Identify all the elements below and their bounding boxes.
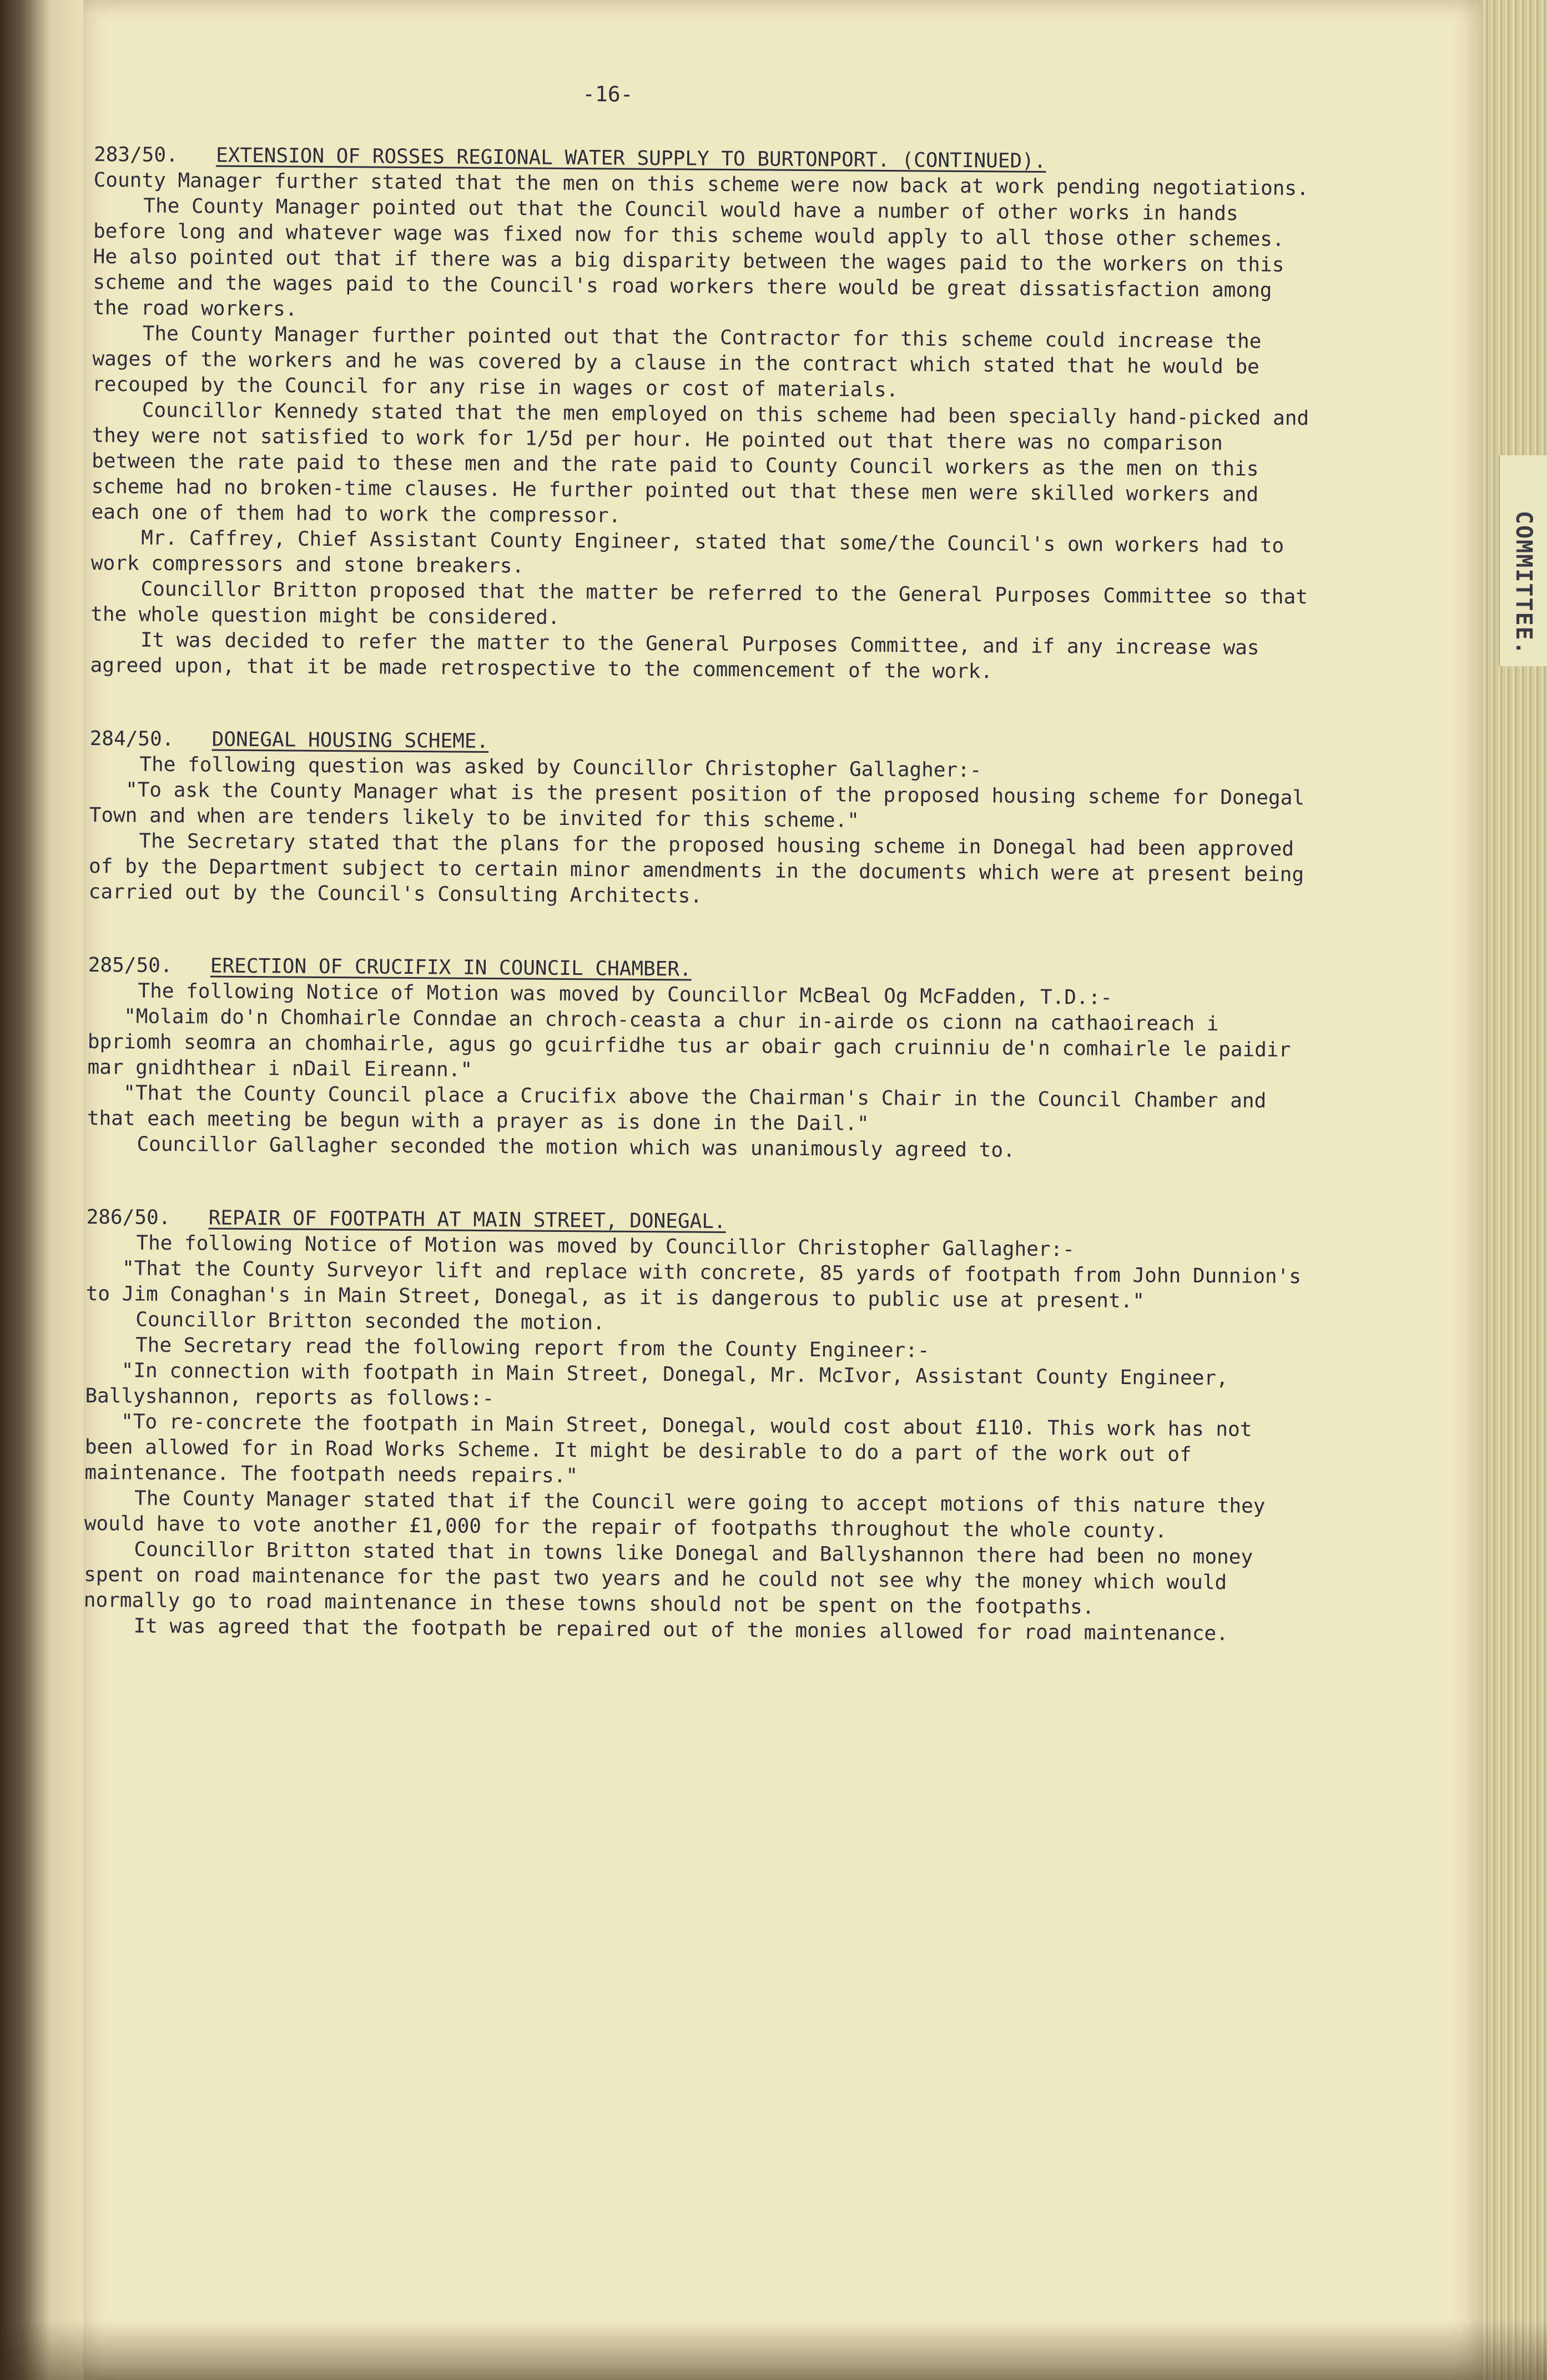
paragraph: The following Notice of Motion was moved by Councillor Christopher Gallagher:-	[136, 1231, 1075, 1261]
divider-tab-label: COMMITTEE.	[1511, 511, 1536, 656]
minute-title: DONEGAL HOUSING SCHEME.	[211, 728, 489, 753]
minute-ref: 283/50.	[93, 143, 178, 167]
paragraph: The County Manager pointed out that the Council would have a number of other works in hands before long and whatever wage was fixed now for this scheme would apply to all those other schemes. He also pointed out that if there was a big disparity between the wages paid to the workers on this scheme and the wages paid to the Council's road workers there would be great dissatisfaction among the road workers.	[92, 194, 1284, 321]
page-bottom-shadow	[0, 2321, 1547, 2380]
facing-page-bleed	[0, 144, 33, 2254]
minute-title: EXTENSION OF ROSSES REGIONAL WATER SUPPLY TO BURTONPORT. (CONTINUED).	[215, 144, 1046, 173]
paragraph: The Secretary stated that the plans for the proposed housing scheme in Donegal had been approved of by the Department subject to certain minor amendments in the documents which were at present being carried out by the Council's Consulting Architects.	[88, 829, 1304, 908]
paragraph: The County Manager further pointed out that the Contractor for this scheme could increase the wages of the workers and he was covered by a clause in the contract which stated that he would be recouped by the Council for any rise in wages or cost of materials.	[92, 322, 1262, 402]
paragraph: Mr. Caffrey, Chief Assistant County Engineer, stated that some/the Council's own workers had to work compressors and stone breakers.	[90, 526, 1284, 578]
paragraph: "That the County Surveyor lift and replace with concrete, 85 yards of footpath from John Dunnion's to Jim Conaghan's in Main Street, Donegal, as it is dangerous to public use at present."	[85, 1257, 1302, 1313]
paragraph: The following Notice of Motion was moved by Councillor McBeal Og McFadden, T.D.:-	[138, 979, 1113, 1009]
minute-ref: 284/50.	[89, 727, 174, 751]
paragraph: County Manager further stated that the men on this scheme were now back at work pending negotiations.	[93, 168, 1309, 200]
paragraph: It was decided to refer the matter to the General Purposes Committee, and if any increase was agreed upon, that it be made retrospective to the commencement of the work.	[90, 628, 1259, 683]
paragraph: Councillor Britton seconded the motion.	[135, 1308, 605, 1335]
paragraph: The County Manager stated that if the Council were going to accept motions of this nature they would have to vote another £1,000 for the repair of footpaths throughout the whole county.	[84, 1487, 1266, 1543]
paragraph: Councillor Britton stated that in towns like Donegal and Ballyshannon there had been no money spent on road maintenance for the past two years and he could not see why the money which would normally go to road maintenance in these towns should not be spent on the footpaths.	[83, 1538, 1253, 1619]
minute-283	[90, 142, 1315, 687]
paragraph: Councillor Britton proposed that the matter be referred to the General Purposes Committee so that the whole question might be considered.	[90, 577, 1308, 629]
paragraph: "That the County Council place a Crucifix above the Chairman's Chair in the Council Chamber and that each meeting be begun with a prayer as is done in the Dail."	[87, 1081, 1267, 1135]
paragraph: "To ask the County Manager what is the present position of the proposed housing scheme for Donegal Town and when are tenders likely to be invited for this scheme."	[89, 778, 1305, 832]
page-number: -16-	[582, 82, 633, 107]
page-stack-edge	[1482, 0, 1547, 2380]
paragraph: The following question was asked by Councillor Christopher Gallagher:-	[139, 753, 982, 782]
minute-285	[87, 953, 1309, 1165]
minute-286	[83, 1205, 1307, 1647]
paragraph: "Molaim do'n Chomhairle Conndae an chroch-ceasta a chur in-airde os cionn na cathaoireach i bpriomh seomra an chomhairle, agus go gcuirfidhe tus ar obair gach cruinniu de'n comhairle le paidir mar gnidhthear i nDail Eireann."	[87, 1005, 1291, 1081]
paragraph: "To re-concrete the footpath in Main Street, Donegal, would cost about £110. This work has not been allowed for in Road Works Scheme. It might be desirable to do a part of the work out of maintenance. The footpath needs repairs."	[84, 1410, 1252, 1488]
paragraph: "In connection with footpath in Main Street, Donegal, Mr. McIvor, Assistant County Engineer, Ballyshannon, reports as follows:-	[85, 1359, 1228, 1411]
minute-title: REPAIR OF FOOTPATH AT MAIN STREET, DONEGAL.	[208, 1206, 726, 1233]
paragraph: Councillor Kennedy stated that the men employed on this scheme had been specially hand-picked and they were not satisfied to work for 1/5d per hour. He pointed out that there was no comparison between the rate paid to these men and the rate paid to County Council workers as the men on this scheme had no broken-time clauses. He further pointed out that these men were skilled workers and each one of them had to work the compressor.	[91, 399, 1309, 527]
paragraph: Councillor Gallagher seconded the motion which was unanimously agreed to.	[137, 1133, 1015, 1162]
paragraph: It was agreed that the footpath be repaired out of the monies allowed for road maintenance.	[133, 1614, 1228, 1646]
page-text	[83, 78, 1316, 1695]
minute-title: ERECTION OF CRUCIFIX IN COUNCIL CHAMBER.	[210, 954, 692, 981]
minute-284	[89, 726, 1311, 913]
minute-ref: 286/50.	[86, 1205, 171, 1230]
minute-ref: 285/50.	[88, 953, 173, 978]
paragraph: The Secretary read the following report from the County Engineer:-	[135, 1334, 930, 1362]
